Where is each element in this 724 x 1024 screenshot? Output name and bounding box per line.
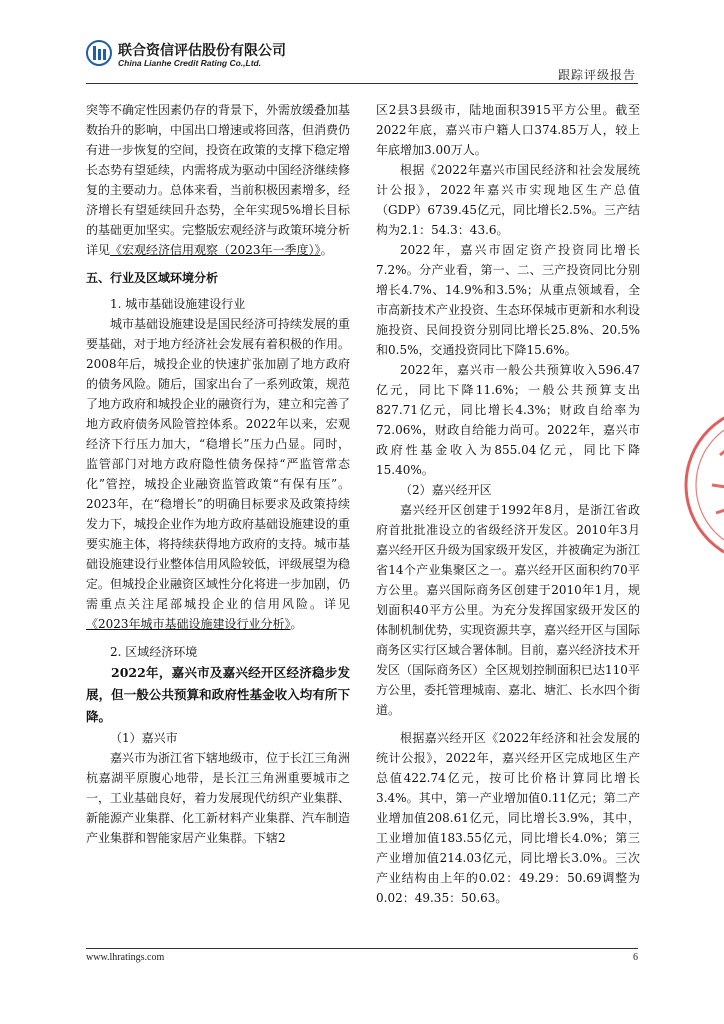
jiaxing-gdp-paragraph: 根据《2022年嘉兴市国民经济和社会发展统计公报》，2022年嘉兴市实现地区生产总值（GDP）6739.45亿元，同比增长2.5%。三产结构为2.1：54.3：43.6。 [376,163,640,237]
report-type-label: 跟踪评级报告 [557,68,636,82]
macro-end: 。 [320,243,333,257]
jiaxing-intro-paragraph: 嘉兴市为浙江省下辖地级市，位于长江三角洲杭嘉湖平原腹心地带，是长江三角洲重要城市之一，工业基础良好，着力发展现代纺织产业集群、新能源产业集群、化工新材料产业集群、汽车制造产业集群和智能家居产业集群。下辖2 [86,751,351,845]
macro-text: 突等不确定性因素仍存的背景下，外需放缓叠加基数抬升的影响，中国出口增速或将回落，但消费仍有进一步恢复的空间，投资在政策的支撑下稳定增长态势有望延续，内需将成为驱动中国经济继续修复的主要动力。总体来看，当前积极因素增多，经济增长有望延续回升态势，全年实现5%增长目标的基础更加坚实。完整版宏观经济与政策环境分析详见 [86,103,351,257]
footer-website-link[interactable]: www.lhratings.com [86,952,165,963]
jiaxing-area-paragraph: 区2县3县级市，陆地面积3915平方公里。截至2022年底，嘉兴市户籍人口374.85万人，较上年底增加3.00万人。 [376,103,640,157]
subsection-title-development-zone: （2）嘉兴经开区 [400,483,492,497]
jiaxing-fiscal-paragraph: 2022年，嘉兴市一般公共预算收入596.47亿元，同比下降11.6%；一般公共预算支出827.71亿元，同比增长4.3%；财政自给率为72.06%，财政自给能力尚可。2022年，嘉兴市政府性基金收入为855.04亿元，同比下降15.40%。 [376,363,640,477]
company-name-en: China Lianhe Credit Rating Co.,Ltd. [118,58,262,68]
macro-paragraph [86,100,350,260]
section-title: 五、行业及区域环境分析 [86,271,219,285]
industry-report-link[interactable]: 《2023年城市基础设施建设行业分析》 [86,617,291,631]
infrastructure-paragraph [86,314,350,634]
page-number: 6 [633,952,638,963]
footer-divider [86,948,638,949]
macro-report-link[interactable]: 《宏观经济信用观察（2023年一季度）》 [110,243,321,257]
zone-gdp-paragraph: 根据嘉兴经开区《2022年经济和社会发展的统计公报》，2022年，嘉兴经开区完成地区生产总值422.74亿元，按可比价格计算同比增长3.4%。其中，第一产业增加值0.11亿元；第二产业增加值208.61亿元，同比增长3.9%，其中，工业增加值183.55亿元，同比增长4.0%；第三产业增加值214.03亿元，同比增长3.0%。三次产业结构由上年的0.02：49.29：50.69调整为0.02：49.35：50.63。 [376,731,640,905]
left-column [86,100,350,848]
infrastructure-text: 城市基础设施建设是国民经济可持续发展的重要基础，对于地方经济社会发展有着积极的作用。2008年后，城投企业的快速扩张加剧了地方政府的债务风险。随后，国家出台了一系列政策，规范了地方政府和城投企业的融资行为，建立和完善了地方政府债务风险管控体系。2022年以来，宏观经济下行压力加大，“稳增长”压力凸显。同时，监管部门对地方政府隐性债务保持“严监管常态化”管控，城投企业融资监管政策“有保有压”。2023年，在“稳增长”的明确目标要求及政策持续发力下，城投企业作为地方政府基础设施建设的重要实施主体，将持续获得地方政府的支持。城市基础设施建设行业整体信用风险较低，评级展望为稳定。但城投企业融资区域性分化将进一步加剧，仍需重点关注尾部城投企业的信用风险。详见 [86,317,351,611]
subsection-title-jiaxing: （1）嘉兴市 [110,731,178,745]
zone-intro-paragraph: 嘉兴经开区创建于1992年8月，是浙江省政府首批批准设立的省级经济开发区。2010年3月嘉兴经开区升级为国家级开发区，并被确定为浙江省14个产业集聚区之一。嘉兴经开区面积约70平方公里。嘉兴国际商务区创建于2010年1月，规划面积40平方公里。为充分发挥国家级开发区的体制机制优势，实现资源共享，嘉兴经开区与国际商务区实行区域合署体制。目前，嘉兴经济技术开发区（国际商务区）全区规划控制面积已达110平方公里，委托管理城南、嘉北、塘汇、长水四个街道。 [376,503,641,717]
right-column [376,100,640,908]
subsection-title-infrastructure: 1. 城市基础设施建设行业 [110,297,246,311]
company-name-cn: 联合资信评估股份有限公司 [118,43,286,59]
jiaxing-investment-paragraph: 2022年，嘉兴市固定资产投资同比增长7.2%。分产业看，第一、二、三产投资同比分别增长4.7%、14.9%和3.5%；从重点领域看，全市高新技术产业投资、生态环保城市更新和水利设施投资、民间投资分别同比增长25.8%、20.5%和0.5%，交通投资同比下降15.6%。 [376,243,641,357]
company-seal-stamp [682,385,724,585]
page-header [86,38,638,84]
subsection-title-regional: 2. 区域经济环境 [110,645,198,659]
regional-summary: 2022年，嘉兴市及嘉兴经开区经济稳步发展，但一般公共预算和政府性基金收入均有所下降。 [86,665,350,724]
header-divider [86,83,638,84]
company-logo-icon [86,40,112,66]
infrastructure-end: 。 [290,617,303,631]
